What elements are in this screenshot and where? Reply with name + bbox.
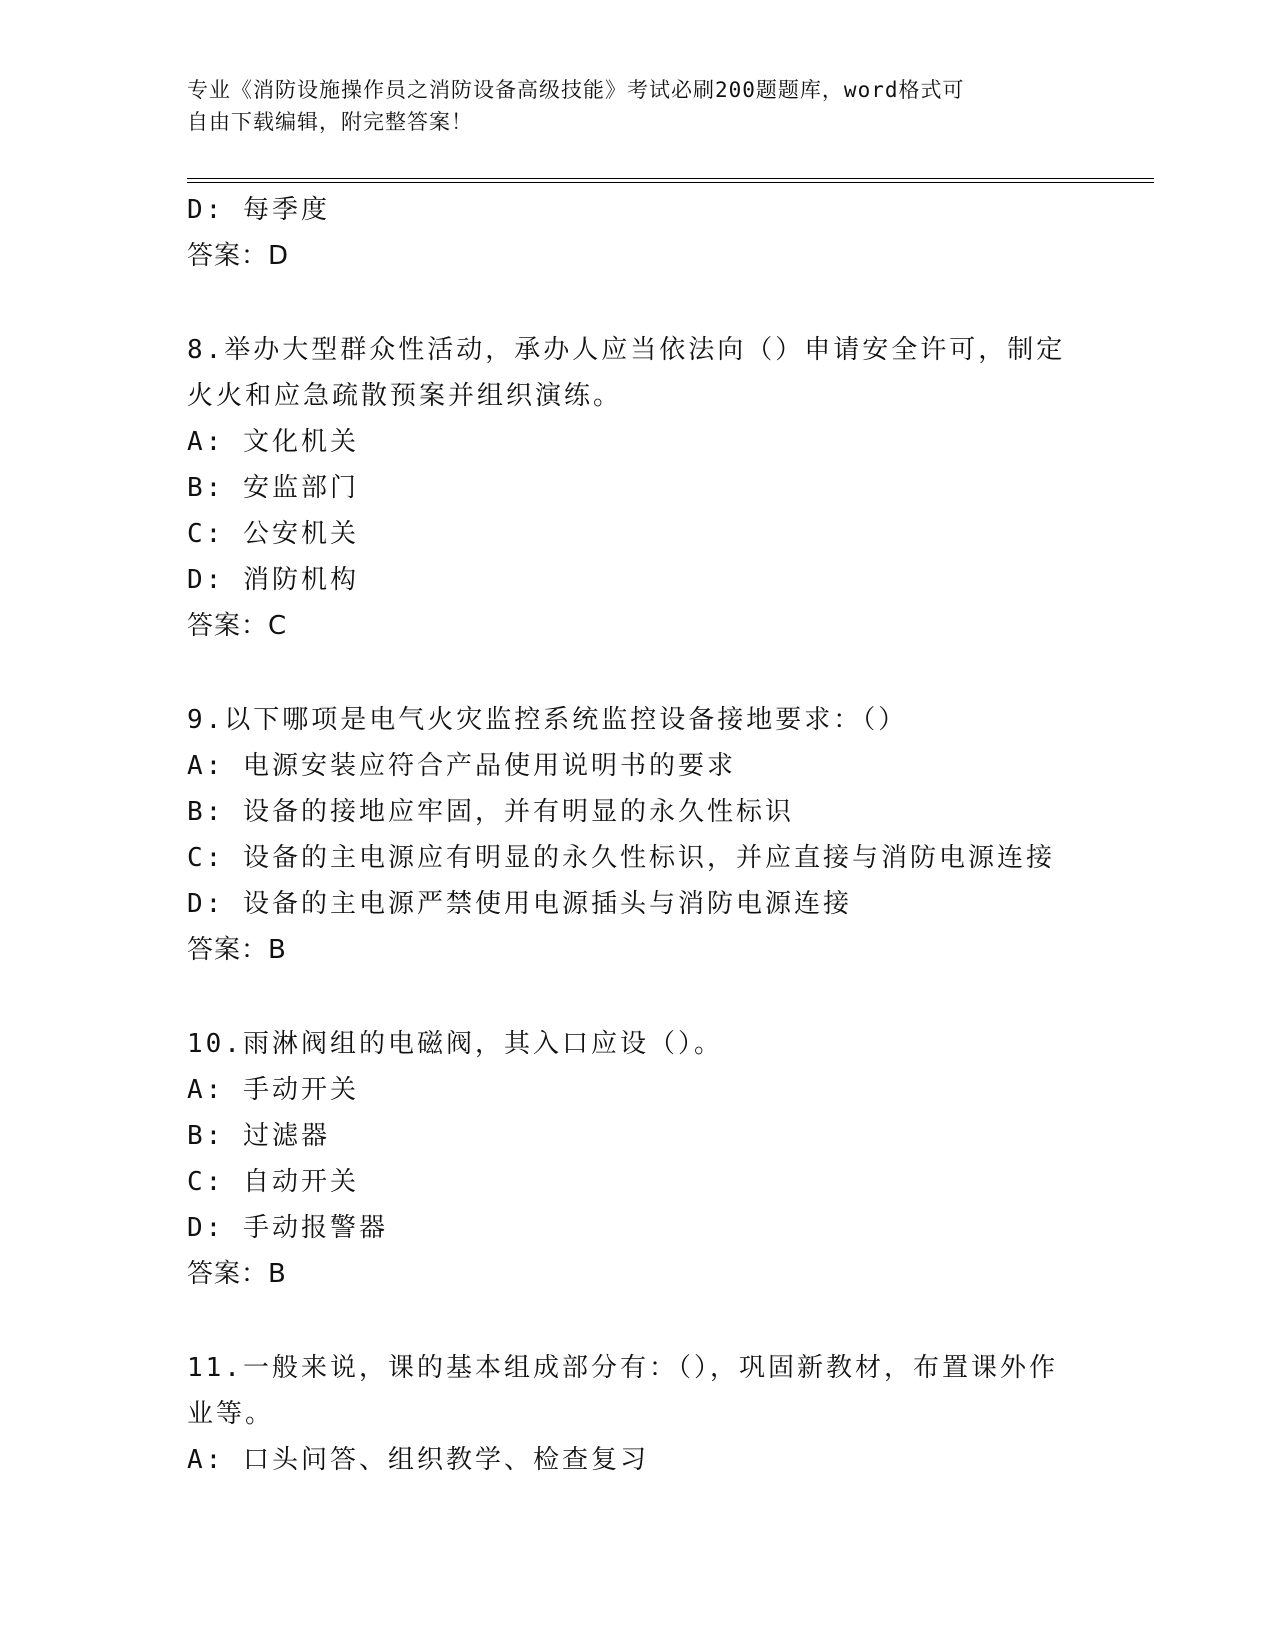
question-stem-cont: 火火和应急疏散预案并组织演练。	[187, 381, 623, 411]
option-a: A: 手动开关	[187, 1075, 359, 1105]
answer-line: 答案：B	[187, 935, 287, 965]
question-8	[187, 327, 1087, 649]
question-stem: 11.一般来说，课的基本组成部分有：（），巩固新教材，布置课外作	[187, 1353, 1058, 1383]
option-b: B: 设备的接地应牢固，并有明显的永久性标识	[187, 797, 794, 827]
option-c: C: 公安机关	[187, 519, 359, 549]
question-list	[187, 187, 1087, 1483]
header-line-2: 自由下载编辑，附完整答案！	[187, 110, 473, 134]
question-9	[187, 697, 1087, 973]
option-a: A: 文化机关	[187, 427, 359, 457]
header-divider	[187, 178, 1154, 183]
question-stem: 8.举办大型群众性活动，承办人应当依法向（）申请安全许可，制定	[187, 335, 1066, 365]
document-header	[187, 74, 1087, 138]
answer-line: 答案：B	[187, 1259, 287, 1289]
option-d: D: 每季度	[187, 195, 330, 225]
option-a: A: 电源安装应符合产品使用说明书的要求	[187, 751, 736, 781]
question-stem-cont: 业等。	[187, 1399, 275, 1429]
option-d: D: 消防机构	[187, 565, 359, 595]
answer-line: 答案：D	[187, 241, 290, 271]
option-d: D: 设备的主电源严禁使用电源插头与消防电源连接	[187, 889, 852, 919]
question-10	[187, 1021, 1087, 1297]
option-c: C: 设备的主电源应有明显的永久性标识，并应直接与消防电源连接	[187, 843, 1055, 873]
question-stem: 10.雨淋阀组的电磁阀，其入口应设（）。	[187, 1029, 723, 1059]
question-stem: 9.以下哪项是电气火灾监控系统监控设备接地要求：（）	[187, 705, 908, 735]
answer-line: 答案：C	[187, 611, 288, 641]
option-a: A: 口头问答、组织教学、检查复习	[187, 1445, 649, 1475]
option-c: C: 自动开关	[187, 1167, 359, 1197]
option-b: B: 安监部门	[187, 473, 359, 503]
header-line-1: 专业《消防设施操作员之消防设备高级技能》考试必刷200题题库，word格式可	[187, 78, 965, 102]
question-11	[187, 1345, 1087, 1483]
option-b: B: 过滤器	[187, 1121, 330, 1151]
option-d: D: 手动报警器	[187, 1213, 388, 1243]
